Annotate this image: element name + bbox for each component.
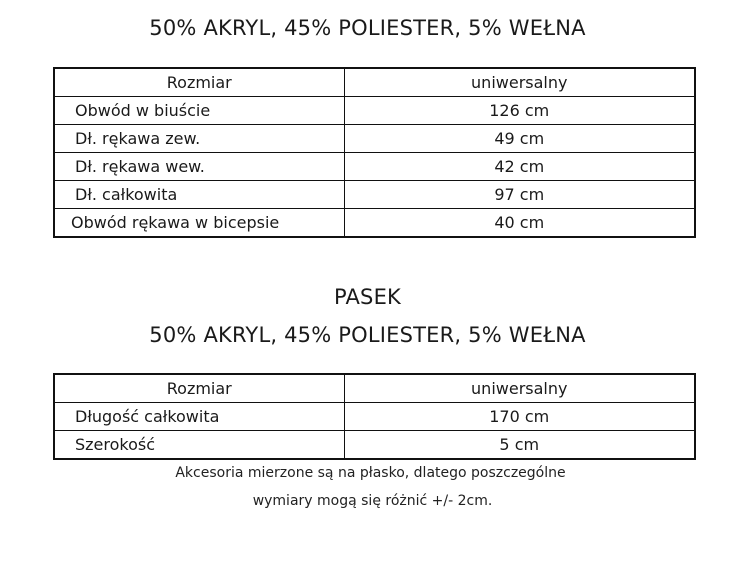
table-row bbox=[54, 97, 695, 125]
table-row bbox=[54, 209, 695, 238]
table-row bbox=[54, 431, 695, 460]
table-header-row bbox=[54, 68, 695, 97]
size-table-sweater bbox=[53, 67, 696, 238]
table-row bbox=[54, 125, 695, 153]
row-label: Dł. całkowita bbox=[54, 181, 344, 209]
row-label: Obwód rękawa w bicepsie bbox=[54, 209, 344, 238]
header-size-value: uniwersalny bbox=[344, 374, 695, 403]
composition-heading-1: 50% AKRYL, 45% POLIESTER, 5% WEŁNA bbox=[149, 16, 586, 40]
row-value: 40 cm bbox=[344, 209, 695, 238]
row-value: 49 cm bbox=[344, 125, 695, 153]
row-value: 170 cm bbox=[344, 403, 695, 431]
table-row bbox=[54, 403, 695, 431]
row-label: Szerokość bbox=[54, 431, 344, 460]
row-label: Długość całkowita bbox=[54, 403, 344, 431]
size-table-belt bbox=[53, 373, 696, 460]
row-label: Obwód w biuście bbox=[54, 97, 344, 125]
composition-heading-2: 50% AKRYL, 45% POLIESTER, 5% WEŁNA bbox=[149, 323, 586, 347]
row-value: 5 cm bbox=[344, 431, 695, 460]
footnote-line-1: Akcesoria mierzone są na płasko, dlatego poszczególne bbox=[175, 465, 566, 481]
row-label: Dł. rękawa wew. bbox=[54, 153, 344, 181]
row-value: 97 cm bbox=[344, 181, 695, 209]
row-value: 42 cm bbox=[344, 153, 695, 181]
header-size-label: Rozmiar bbox=[54, 374, 344, 403]
row-value: 126 cm bbox=[344, 97, 695, 125]
header-size-value: uniwersalny bbox=[344, 68, 695, 97]
table-header-row bbox=[54, 374, 695, 403]
table-row bbox=[54, 181, 695, 209]
footnote-line-2: wymiary mogą się różnić +/- 2cm. bbox=[252, 493, 493, 509]
table-row bbox=[54, 153, 695, 181]
section-title-belt: PASEK bbox=[333, 285, 402, 309]
header-size-label: Rozmiar bbox=[54, 68, 344, 97]
row-label: Dł. rękawa zew. bbox=[54, 125, 344, 153]
